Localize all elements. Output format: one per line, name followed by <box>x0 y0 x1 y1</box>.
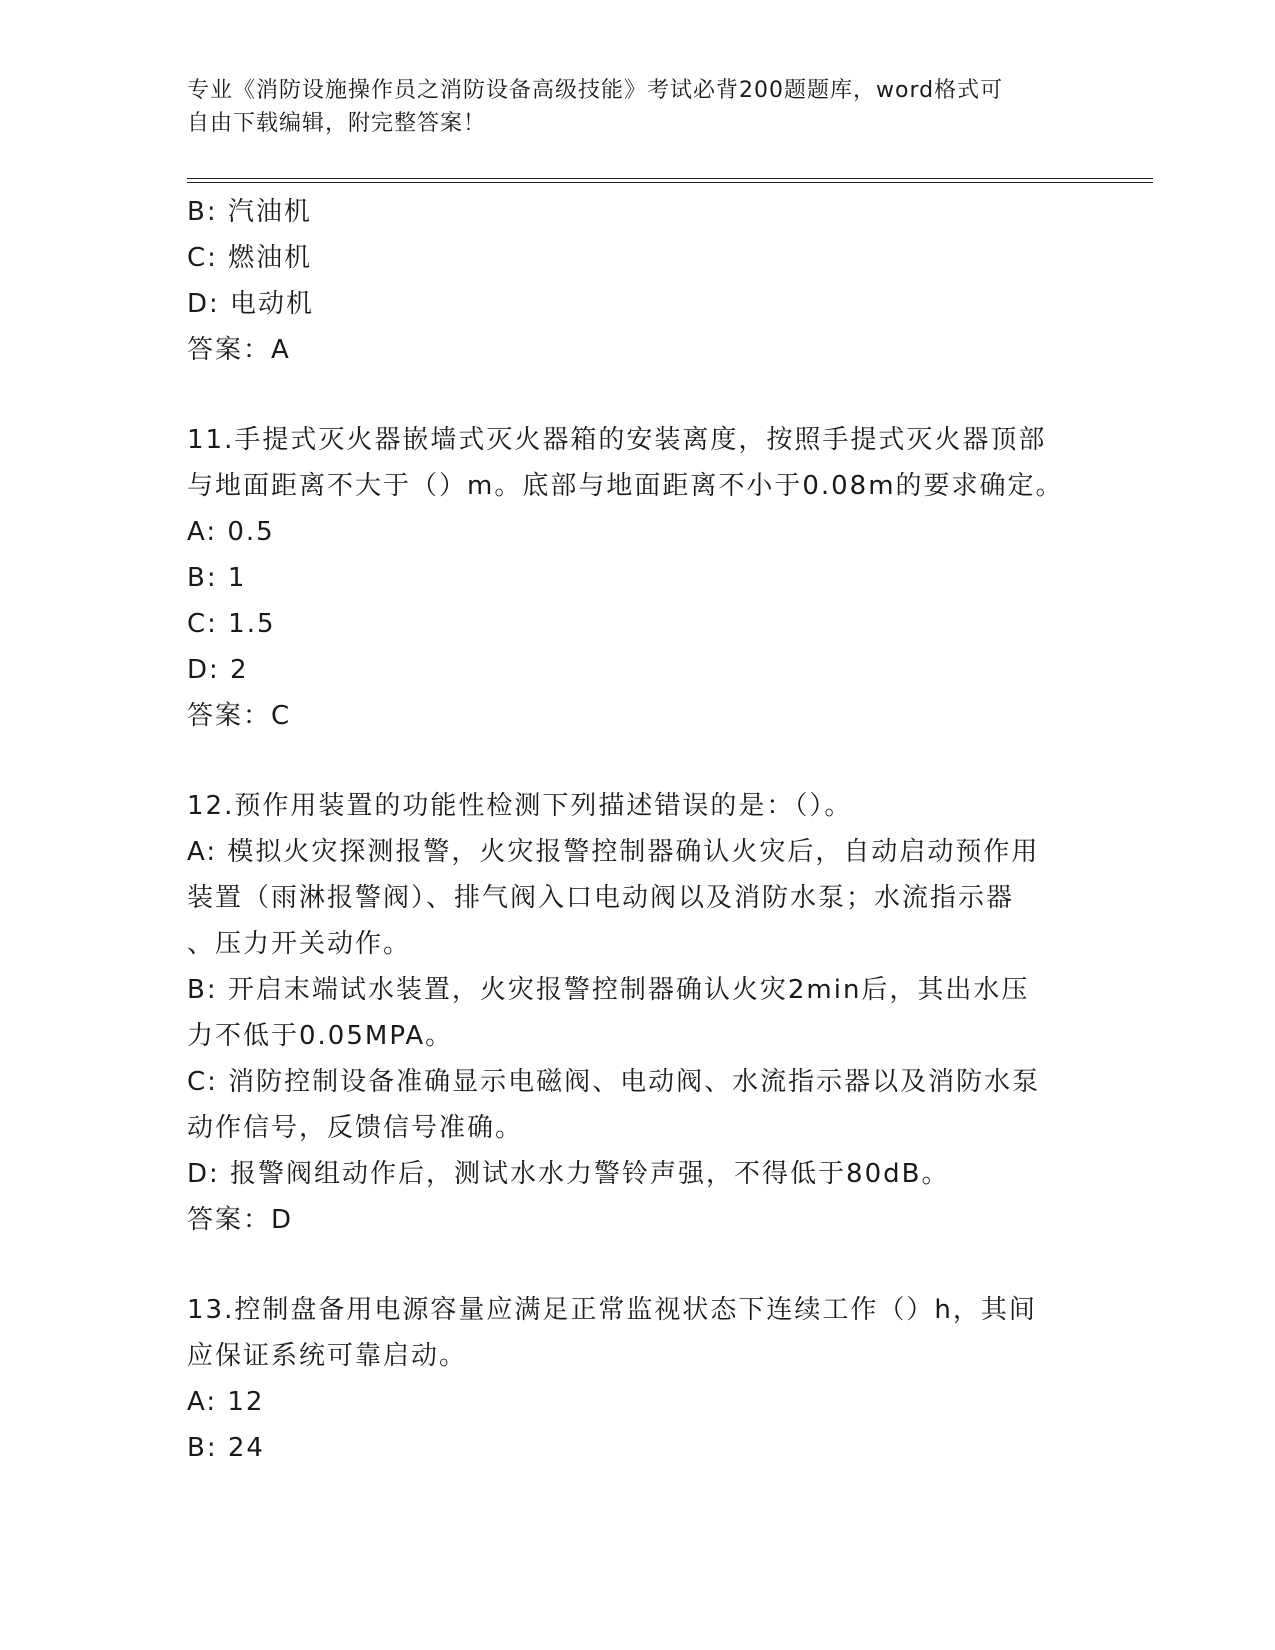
option-a-cont: 装置（雨淋报警阀）、排气阀入口电动阀以及消防水泵；水流指示器 <box>187 883 1015 913</box>
option-b-cont: 力不低于0.05MPA。 <box>187 1021 454 1051</box>
option-c: C: 1.5 <box>187 609 276 639</box>
option-a-cont: 、压力开关动作。 <box>187 929 412 959</box>
answer-line: 答案：A <box>187 335 291 365</box>
option-b: B: 24 <box>187 1433 265 1463</box>
answer-line: 答案：C <box>187 701 292 731</box>
spacer <box>187 739 1087 783</box>
option-d: D: 2 <box>187 655 249 685</box>
question-12 <box>187 783 1087 1243</box>
spacer <box>187 373 1087 417</box>
option-a: A: 0.5 <box>187 517 275 547</box>
question-list <box>187 189 1087 1471</box>
answer-line: 答案：D <box>187 1205 294 1235</box>
option-a: A: 12 <box>187 1387 265 1417</box>
option-b: B: 开启末端试水装置，火灾报警控制器确认火灾2min后，其出水压 <box>187 975 1030 1005</box>
header-double-rule <box>187 178 1153 183</box>
document-header <box>187 74 1067 140</box>
question-stem: 应保证系统可靠启动。 <box>187 1341 468 1371</box>
header-line: 专业《消防设施操作员之消防设备高级技能》考试必背200题题库，word格式可 <box>187 78 1004 103</box>
option-b: B: 汽油机 <box>187 197 312 227</box>
question-11 <box>187 417 1087 739</box>
option-d: D: 电动机 <box>187 289 315 319</box>
option-a: A: 模拟火灾探测报警，火灾报警控制器确认火灾后，自动启动预作用 <box>187 837 1040 867</box>
option-c: C: 消防控制设备准确显示电磁阀、电动阀、水流指示器以及消防水泵 <box>187 1067 1041 1097</box>
question-stem: 11.手提式灭火器嵌墙式灭火器箱的安装离度，按照手提式灭火器顶部 <box>187 425 1047 455</box>
question-13 <box>187 1287 1087 1471</box>
question-10 <box>187 189 1087 373</box>
question-stem: 13.控制盘备用电源容量应满足正常监视状态下连续工作（）h，其间 <box>187 1295 1037 1325</box>
option-c: C: 燃油机 <box>187 243 313 273</box>
spacer <box>187 1243 1087 1287</box>
option-d: D: 报警阀组动作后，测试水水力警铃声强，不得低于80dB。 <box>187 1159 950 1189</box>
question-stem: 12.预作用装置的功能性检测下列描述错误的是：（）。 <box>187 791 853 821</box>
option-b: B: 1 <box>187 563 247 593</box>
header-line: 自由下载编辑，附完整答案！ <box>187 111 487 136</box>
question-stem: 与地面距离不大于（）m。底部与地面距离不小于0.08m的要求确定。 <box>187 471 1064 501</box>
option-c-cont: 动作信号，反馈信号准确。 <box>187 1113 524 1143</box>
